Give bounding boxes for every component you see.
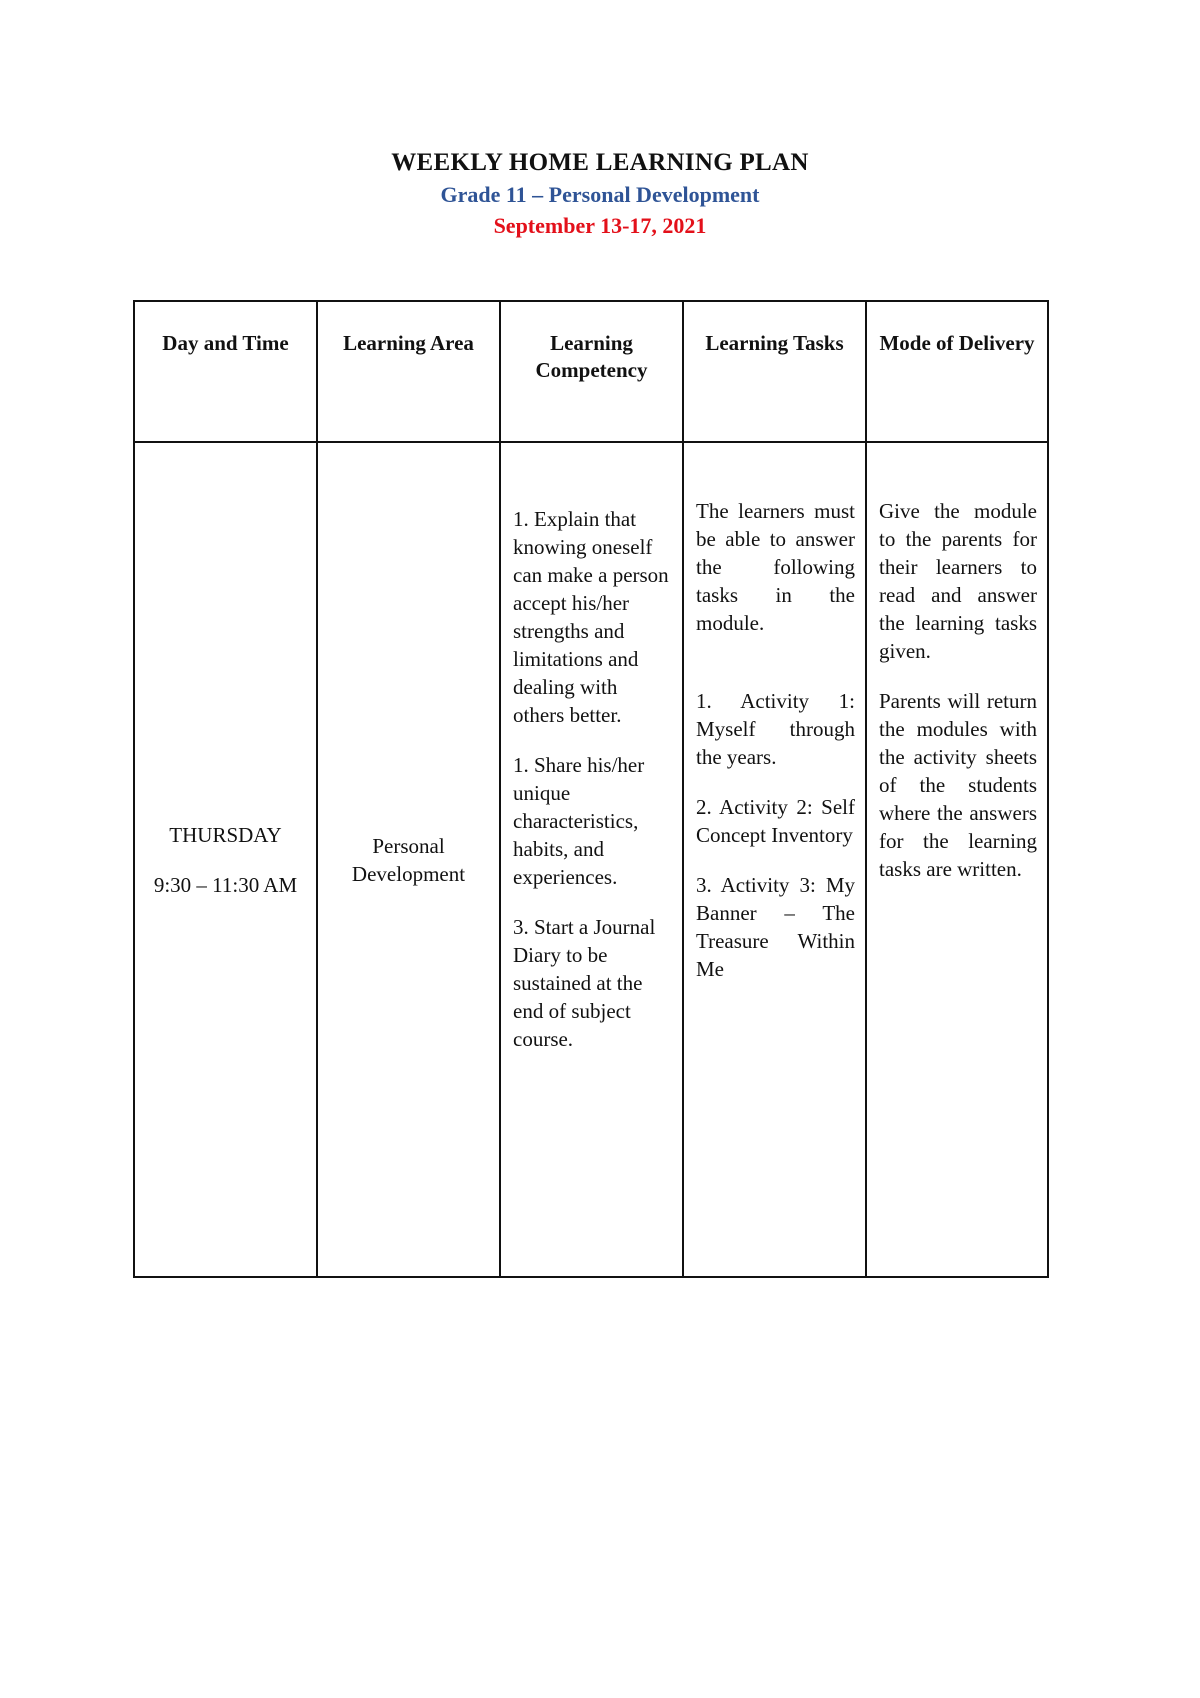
time-text: 9:30 – 11:30 AM [153, 872, 298, 897]
cell-learning-tasks [683, 442, 866, 1277]
competency-item: 1. Explain that knowing oneself can make a person accept his/her strengths and limitations and dealing with others better. [513, 507, 669, 727]
learning-plan-table [133, 300, 1049, 1278]
day-text: THURSDAY [169, 822, 282, 847]
cell-learning-competency [500, 442, 683, 1277]
cell-day-and-time [134, 442, 317, 1277]
header-mode-of-delivery: Mode of Delivery [866, 301, 1048, 442]
task-item: 2. Activity 2: Self Concept Inventory [696, 795, 855, 847]
competency-item: 3. Start a Journal Diary to be sustained at the end of subject course. [513, 915, 656, 1051]
tasks-intro: The learners must be able to answer the following tasks in the module. [696, 499, 855, 635]
cell-mode-of-delivery [866, 442, 1048, 1277]
table-row [134, 442, 1048, 1277]
header-learning-competency: Learning Competency [500, 301, 683, 442]
cell-learning-area [317, 442, 500, 1277]
delivery-item: Give the module to the parents for their learners to read and answer the learning tasks given. [879, 499, 1037, 663]
document-subtitle: Grade 11 – Personal Development [440, 182, 760, 207]
document-header [0, 148, 1200, 240]
area-text: Personal Development [351, 833, 466, 886]
task-item: 3. Activity 3: My Banner – The Treasure Within Me [696, 873, 855, 981]
competency-item: 1. Share his/her unique characteristics, habits, and experiences. [513, 753, 645, 889]
document-title: WEEKLY HOME LEARNING PLAN [391, 149, 809, 176]
task-item: 1. Activity 1: Myself through the years. [696, 689, 855, 769]
delivery-item: Parents will return the modules with the activity sheets of the students where the answers for the learning tasks are written. [879, 689, 1037, 881]
table-header-row [134, 301, 1048, 442]
header-day-and-time: Day and Time [134, 301, 317, 442]
document-date: September 13-17, 2021 [493, 213, 707, 238]
header-learning-area: Learning Area [317, 301, 500, 442]
header-learning-tasks: Learning Tasks [683, 301, 866, 442]
